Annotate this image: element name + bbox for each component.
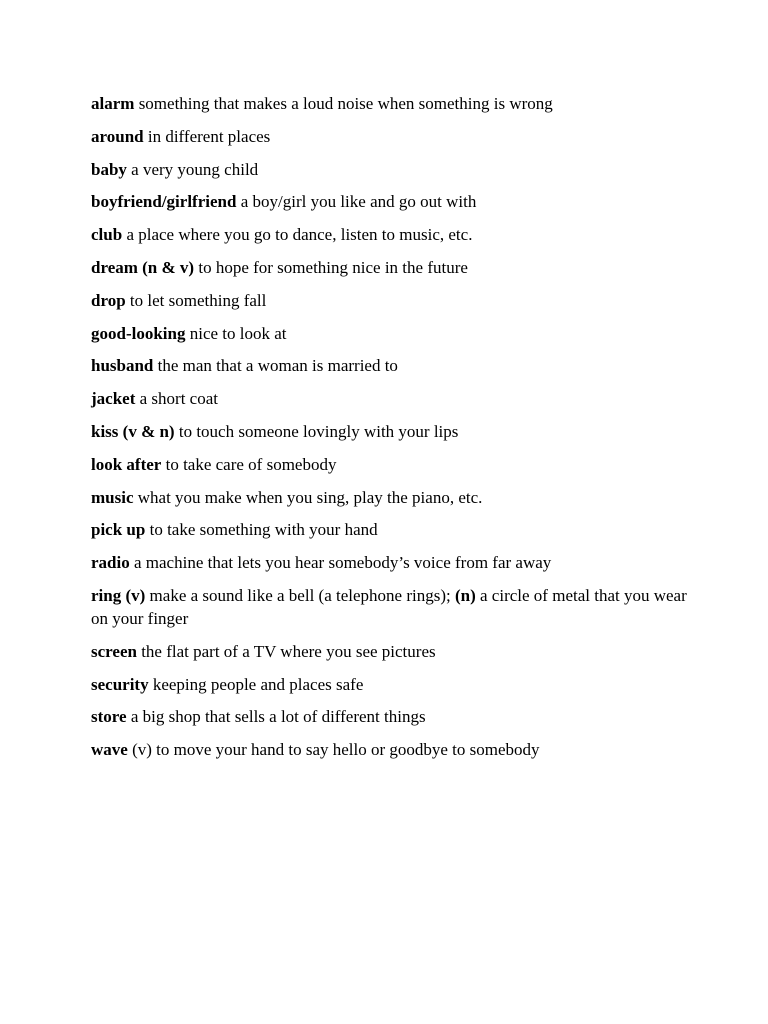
glossary-term: wave: [91, 740, 128, 760]
glossary-entry-baby: [91, 158, 691, 181]
glossary-entry-jacket: [91, 387, 691, 410]
glossary-definition: keeping people and places safe: [148, 674, 364, 694]
glossary-entry-wave: [91, 738, 691, 761]
glossary-definition: a machine that lets you hear somebody’s voice from far away: [129, 553, 552, 573]
glossary-term: music: [91, 487, 134, 507]
glossary-definition: a big shop that sells a lot of different things: [126, 707, 426, 727]
glossary-entry-alarm: [91, 92, 691, 115]
glossary-entry-dream: [91, 256, 691, 279]
glossary-term: husband: [91, 356, 154, 376]
glossary-definition: a place where you go to dance, listen to music, etc.: [122, 225, 473, 245]
glossary-definition: in different places: [143, 126, 271, 146]
glossary-term: dream (n & v): [91, 257, 195, 277]
glossary-entry-security: [91, 673, 691, 696]
glossary-term: security: [91, 674, 149, 694]
glossary-definition: to hope for something nice in the future: [194, 257, 468, 277]
glossary-term: pick up: [91, 520, 146, 540]
glossary-term: good-looking: [91, 323, 186, 343]
glossary-definition: the flat part of a TV where you see pictures: [136, 641, 436, 661]
glossary-entry-husband: [91, 354, 691, 377]
glossary-definition: a short coat: [135, 389, 218, 409]
glossary-definition: make a sound like a bell (a telephone rings);: [145, 585, 455, 605]
glossary-term-variant: (n): [454, 585, 476, 605]
glossary-entry-music: [91, 486, 691, 509]
glossary-entry-screen: [91, 640, 691, 663]
glossary-definition: something that makes a loud noise when something is wrong: [134, 94, 553, 113]
glossary-entry-boyfriend-girlfriend: [91, 190, 691, 213]
glossary-term: alarm: [91, 94, 135, 113]
glossary-list: [91, 92, 691, 771]
glossary-entry-pick-up: [91, 518, 691, 541]
glossary-definition: (v) to move your hand to say hello or goodbye to somebody: [127, 740, 540, 760]
glossary-term: look after: [91, 454, 162, 474]
glossary-definition: to take care of somebody: [161, 454, 337, 474]
glossary-term: boyfriend/girlfriend: [91, 192, 237, 212]
glossary-definition: nice to look at: [185, 323, 287, 343]
glossary-entry-ring: [91, 584, 691, 630]
glossary-term: baby: [91, 159, 127, 179]
glossary-entry-radio: [91, 551, 691, 574]
glossary-definition: a boy/girl you like and go out with: [236, 192, 477, 212]
glossary-term: club: [91, 225, 123, 245]
glossary-term: ring (v): [91, 585, 146, 605]
glossary-term: store: [91, 707, 127, 727]
glossary-entry-look-after: [91, 453, 691, 476]
glossary-definition: the man that a woman is married to: [153, 356, 398, 376]
glossary-definition: to let something fall: [125, 290, 267, 310]
glossary-definition-variant: a circle of metal that you wear on your finger: [91, 585, 687, 628]
glossary-definition: to touch someone lovingly with your lips: [174, 421, 459, 441]
glossary-term: kiss (v & n): [91, 421, 175, 441]
glossary-entry-store: [91, 705, 691, 728]
glossary-entry-good-looking: [91, 322, 691, 345]
glossary-entry-club: [91, 223, 691, 246]
glossary-term: around: [91, 126, 144, 146]
glossary-term: radio: [91, 553, 130, 573]
glossary-entry-drop: [91, 289, 691, 312]
glossary-term: jacket: [91, 389, 136, 409]
glossary-term: drop: [91, 290, 126, 310]
glossary-definition: to take something with your hand: [145, 520, 378, 540]
glossary-entry-around: [91, 125, 691, 148]
glossary-term: screen: [91, 641, 137, 661]
glossary-definition: a very young child: [126, 159, 259, 179]
glossary-entry-kiss: [91, 420, 691, 443]
glossary-definition: what you make when you sing, play the piano, etc.: [133, 487, 483, 507]
